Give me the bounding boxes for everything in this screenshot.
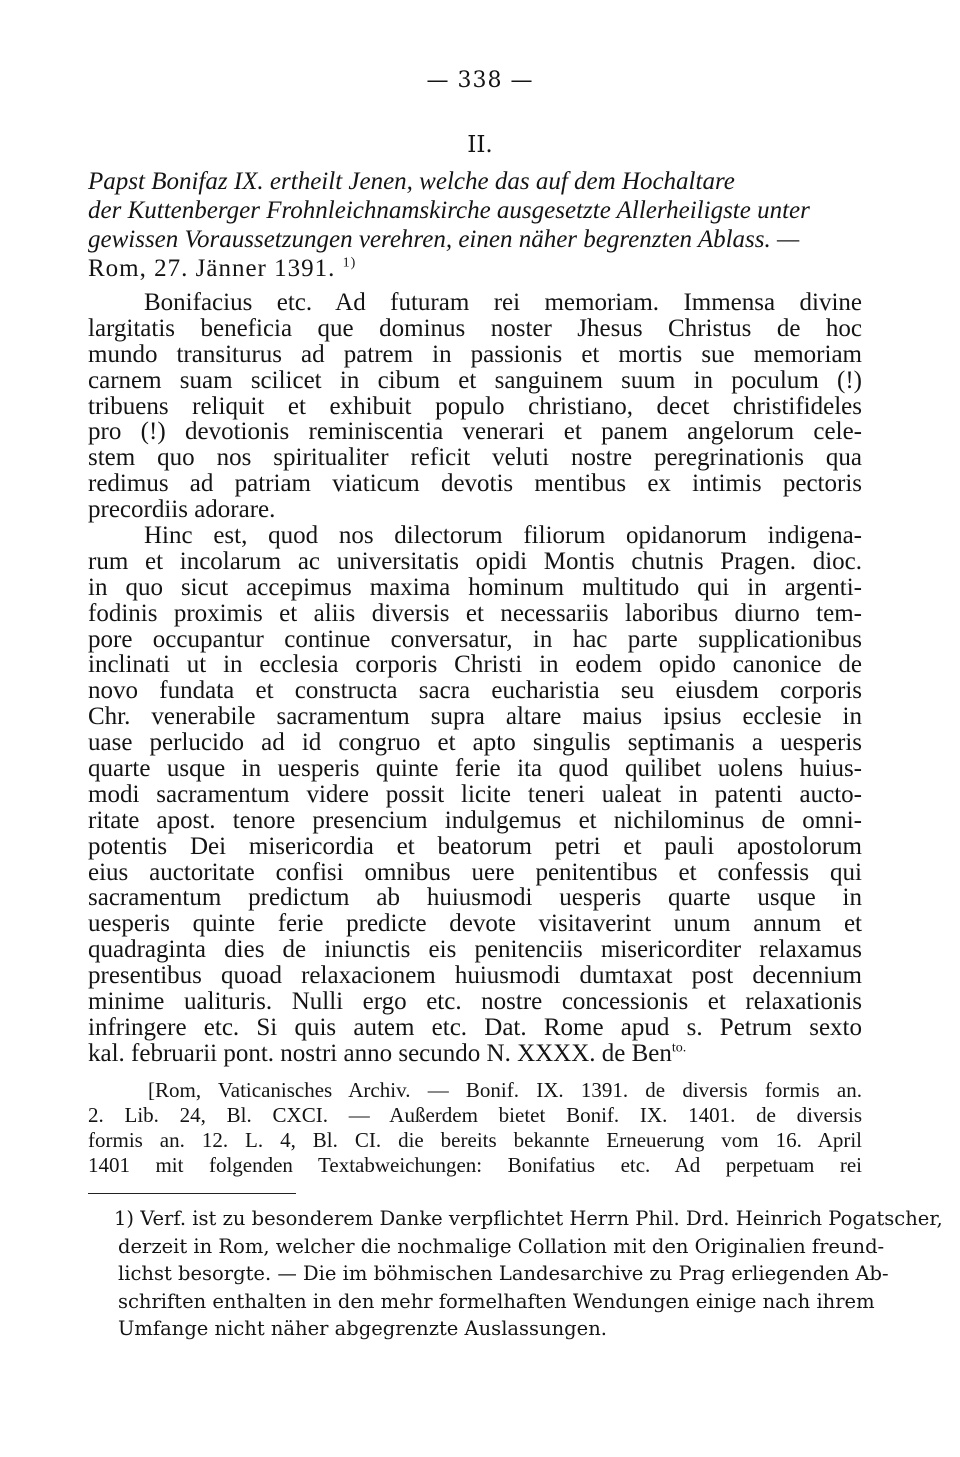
text-line: quarte usque in uesperis quinte ferie ita quod quilibet uolens huius- [88, 755, 862, 783]
text-line: largitatis beneficia que dominus noster Jhesus Christus de hoc [88, 314, 862, 342]
text-line: pro (!) devotionis reminiscentia venerari et panem angelorum cele- [88, 418, 862, 446]
text-line: inclinati ut in ecclesia corporis Christi in eodem opido canonice de [88, 651, 862, 679]
text-line: Bonifacius etc. Ad futuram rei memoriam. Immensa divine [144, 289, 862, 316]
text-line: precordiis adorare. [88, 496, 276, 524]
footnote [114, 1205, 943, 1343]
heading-line: der Kuttenberger Frohnleichnamskirche ausgesetzte Allerheiligste unter [88, 197, 810, 224]
text-line: Hinc est, quod nos dilectorum filiorum opidanorum indigena- [144, 522, 862, 550]
document-heading [88, 167, 868, 283]
footnote-line: schriften enthalten in den mehr formelhaften Wendungen einige nach ihrem [118, 1289, 875, 1313]
footnote-line: Umfange nicht näher abgegrenzte Auslassungen. [118, 1317, 607, 1340]
text-line: eius auctoritate confisi omnibus uere penitentibus et confessis qui [88, 858, 862, 886]
text-line: tribuens reliquit et exhibuit populo christiano, decet christifideles [88, 392, 862, 420]
heading-line: Papst Bonifaz IX. ertheilt Jenen, welche das auf dem Hochaltare [88, 168, 735, 195]
heading-line: gewissen Voraussetzungen verehren, einen näher begrenzten Ablass. — [88, 226, 800, 253]
footnote-line: lichst besorgte. — Die im böhmischen Landesarchive zu Prag erliegenden Ab- [118, 1262, 889, 1285]
footnote-line: 1) Verf. ist zu besonderem Danke verpflichtet Herrn Phil. Drd. Heinrich Pogatscher, [114, 1207, 943, 1230]
text-line: redimus ad patriam viaticum devotis mentibus ex intimis pectoris [88, 470, 862, 498]
text-line: sacramentum predictum ab huiusmodi uesperis quarte usque in [88, 884, 862, 912]
text-line: ritate apost. tenore presencium indulgemus et nichilominus de omni- [88, 806, 862, 834]
footnote-line: derzeit in Rom, welcher die nochmalige Collation mit den Originalien freund- [118, 1234, 885, 1258]
text-line: quadraginta dies de iniunctis eis penitenciis misericorditer relaxamus [88, 936, 862, 964]
text-line: presentibus quoad relaxacionem huiusmodi dumtaxat post decennium [88, 962, 862, 990]
text-line: stem quo nos spiritualiter reficit veluti nostre peregrinationis qua [88, 444, 862, 472]
footnote-separator [88, 1193, 296, 1194]
text-line: in quo sicut accepimus maxima hominum multitudo qui in argenti- [88, 573, 862, 601]
source-note-line: 1401 mit folgenden Textabweichungen: Bonifatius etc. Ad perpetuam rei [88, 1153, 862, 1177]
text-line: uesperis quinte ferie predicte devote visitaverint unum annum et [88, 910, 862, 938]
abbreviation-superscript: to. [671, 1040, 687, 1056]
place-date-text: Rom, 27. Jänner 1391. [88, 255, 336, 282]
text-line: infringere etc. Si quis autem etc. Dat. Rome apud s. Petrum sexto [88, 1013, 862, 1041]
text-line: mundo transiturus ad patrem in passionis et mortis sue memoriam [88, 340, 862, 368]
text-line: carnem suam scilicet in cibum et sanguinem suum in poculum (!) [88, 366, 862, 394]
footnote-marker: 1) [342, 255, 357, 271]
text-line: Chr. venerabile sacramentum supra altare maius ipsius ecclesie in [88, 703, 862, 731]
source-note-line: formis an. 12. L. 4, Bl. CI. die bereits bekannte Erneuerung vom 16. April [88, 1128, 862, 1152]
text-line: novo fundata et constructa sacra eucharistia seu eiusdem corporis [88, 677, 862, 705]
page-number: — 338 — [426, 68, 534, 93]
source-note [88, 1078, 862, 1178]
text-line: minime ualituris. Nulli ergo etc. nostre concessionis et relaxationis [88, 988, 862, 1016]
text-line: uase perlucido ad id congruo et apto singulis septimanis a uesperis [88, 729, 862, 757]
source-note-line: 2. Lib. 24, Bl. CXCI. — Außerdem bietet Bonif. IX. 1401. de diversis [88, 1103, 862, 1127]
text-line: fodinis proximis et aliis diversis et necessariis laboribus diurno tem- [88, 599, 862, 627]
text-line: kal. februarii pont. nostri anno secundo N. XXXX. de Ben$^{to.}$ [88, 1039, 687, 1067]
section-number: II. [467, 132, 493, 158]
text-line: modi sacramentum videre possit licite teneri ualeat in patenti aucto- [88, 780, 862, 808]
place-date [88, 254, 868, 283]
text-line: rum et incolarum ac universitatis opidi Montis chutnis Pragen. dioc. [88, 547, 862, 575]
text-line: pore occupantur continue conversatur, in hac parte supplicationibus [88, 625, 862, 653]
source-note-line: [Rom, Vaticanisches Archiv. — Bonif. IX. 1391. de diversis formis an. [148, 1078, 862, 1102]
charter-text [88, 290, 862, 1067]
text-line: potentis Dei misericordia et beatorum petri et pauli apostolorum [88, 832, 862, 860]
